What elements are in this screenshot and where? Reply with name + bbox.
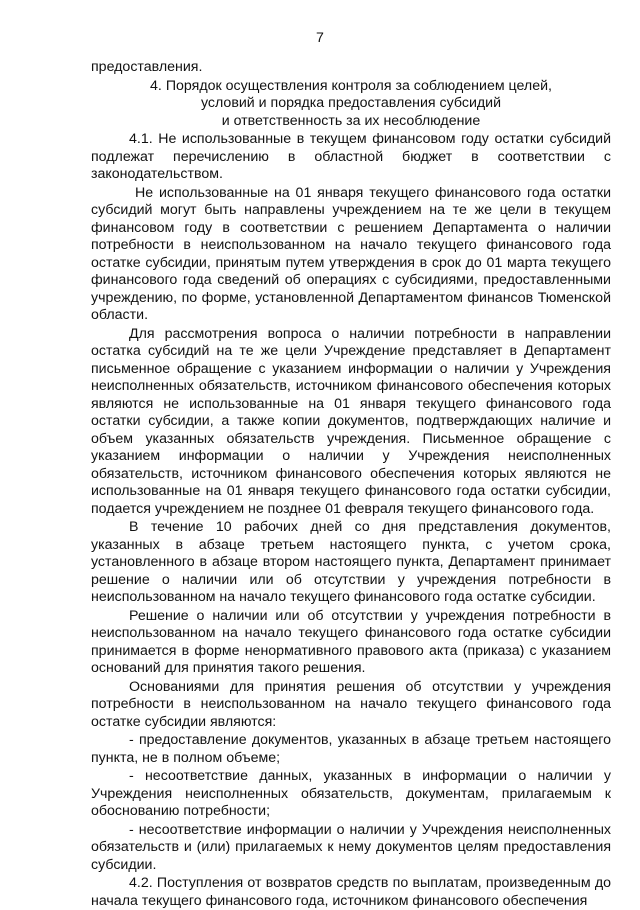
section-heading-line: условий и порядка предоставления субсидий xyxy=(200,95,502,111)
paragraph: Для рассмотрения вопроса о наличии потребности в направлении остатка субсидий на те же цели Учреждение представляет в Департамент письменное обращение с указанием информации о наличии у Учреждения неисполненных обязательств, источником финансового обеспечения которых являются не использованные на 01 января текущего финансового года остатки субсидии, а также копии документов, подтверждающих наличие и объем указанных обязательств учреждения. Письменное обращение с указанием информации о наличии у Учреждения неисполненных обязательств, источником финансового обеспечения которых являются не использованные на 01 января текущего финансового года остатки субсидии, подается учреждением не позднее 01 февраля текущего финансового года. xyxy=(91,325,611,517)
paragraph: В течение 10 рабочих дней со дня представления документов, указанных в абзаце третьем настоящего пункта, с учетом срока, установленного в абзаце втором настоящего пункта, Департамент принимает решение о наличии или об отсутствии у учреждения потребности в неиспользованном на начало текущего финансового года остатке субсидии. xyxy=(91,519,611,605)
list-item: - несоответствие информации о наличии у Учреждения неисполненных обязательств и (или) прилагаемых к нему документов целям предоставления субсидии. xyxy=(91,821,611,873)
paragraph-4-1: 4.1. Не использованные в текущем финансовом году остатки субсидий подлежат перечислению в областной бюджет в соответствии с законодательством. xyxy=(91,131,611,182)
paragraph-4-2: 4.2. Поступления от возвратов средств по выплатам, произведенным до начала текущего финансового года, источником финансового обеспечения xyxy=(91,875,611,909)
page-number: 7 xyxy=(316,30,324,46)
list-item: - несоответствие данных, указанных в информации о наличии у Учреждения неисполненных обязательств, документам, прилагаемым к обоснованию потребности; xyxy=(91,768,611,819)
paragraph: Решение о наличии или об отсутствии у учреждения потребности в неиспользованном на начало текущего финансового года остатке субсидии принимается в форме ненормативного правового акта (приказа) с указанием оснований для принятия такого решения. xyxy=(91,607,611,676)
section-heading-line: 4. Порядок осуществления контроля за соблюдением целей, xyxy=(150,77,552,94)
previous-section-tail: предоставления. xyxy=(91,59,203,75)
section-heading xyxy=(91,78,611,131)
document-body xyxy=(91,59,611,910)
paragraph: Основаниями для принятия решения об отсутствии у учреждения потребности в неиспользованном на начало текущего финансового года остатке субсидии являются: xyxy=(91,678,611,730)
paragraph: Не использованные на 01 января текущего финансового года остатки субсидий могут быть направлены учреждением на те же цели в текущем финансовом году в соответствии с решением Департамента о наличии потребности в неиспользованном на начало текущего финансового года остатке субсидии, принятым путем утверждения в срок до 01 марта текущего финансового года сведений об операциях с субсидиями, предоставленными учреждению, по форме, установленной Департаментом финансов Тюменской области. xyxy=(91,184,611,323)
section-heading-line: и ответственность за их несоблюдение xyxy=(221,112,481,129)
list-item: - предоставление документов, указанных в абзаце третьем настоящего пункта, не в полном объеме; xyxy=(91,732,611,766)
